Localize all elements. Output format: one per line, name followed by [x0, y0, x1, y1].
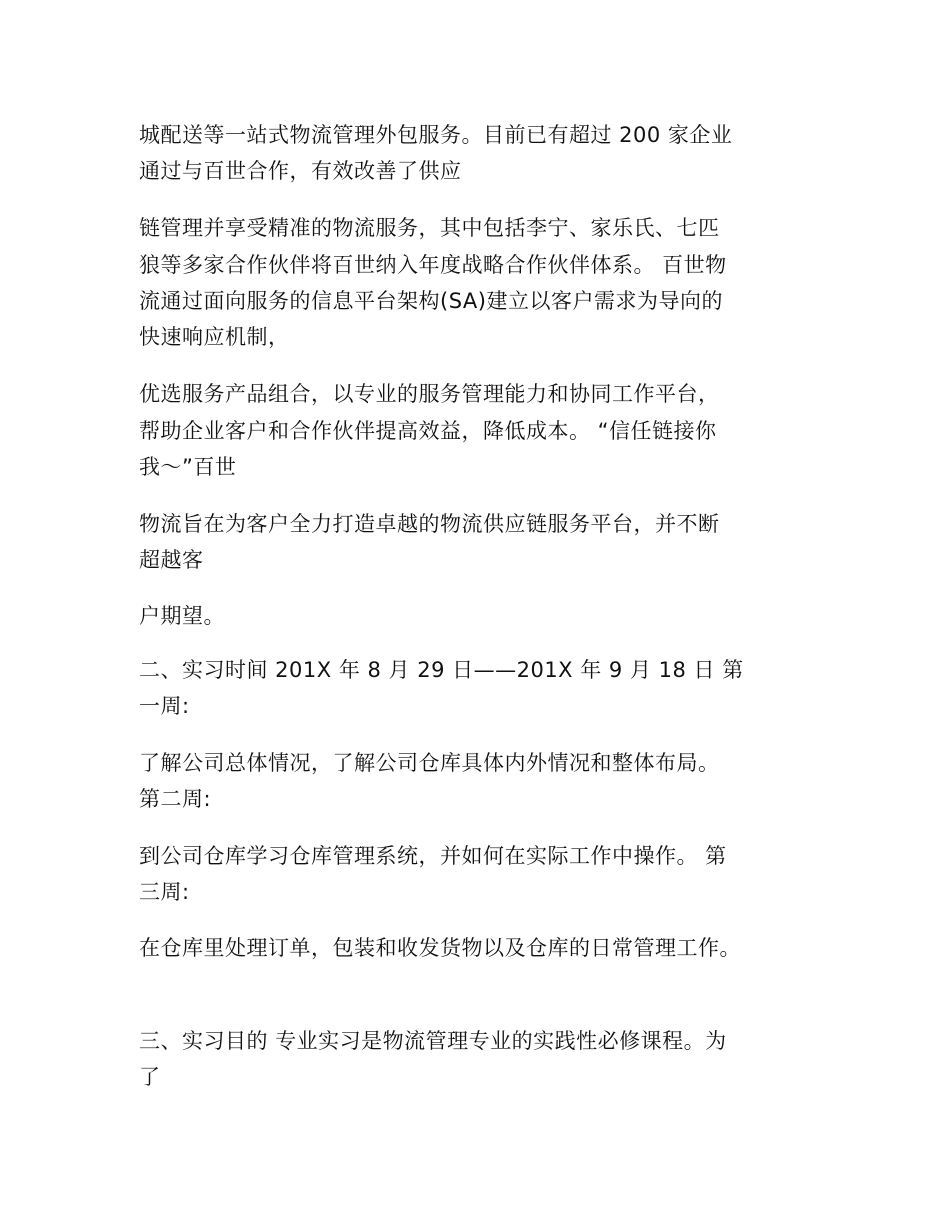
text-line: 我～”百世 — [139, 455, 237, 479]
text-line: 了解公司总体情况，了解公司仓库具体内外情况和整体布局。 — [139, 751, 720, 775]
text-line: 帮助企业客户和合作伙伴提高效益，降低成本。 “信任链接你 — [139, 419, 717, 443]
text-line: 链管理并享受精准的物流服务，其中包括李宁、家乐氏、七匹 — [139, 216, 720, 240]
section-heading-line: 二、实习时间 201X 年 8 月 29 日——201X 年 9 月 18 日 第 — [139, 658, 744, 682]
text-line: 超越客 — [139, 548, 204, 572]
text-line: 城配送等一站式物流管理外包服务。目前已有超过 200 家企业 — [139, 123, 733, 147]
section-heading-line: 三、实习目的 专业实习是物流管理专业的实践性必修课程。为 — [139, 1029, 727, 1053]
text-line: 了 — [139, 1065, 161, 1089]
text-line: 通过与百世合作，有效改善了供应 — [139, 159, 462, 183]
text-line: 到公司仓库学习仓库管理系统，并如何在实际工作中操作。 第 — [139, 844, 727, 868]
text-line: 在仓库里处理订单，包装和收发货物以及仓库的日常管理工作。 — [139, 936, 741, 960]
text-line: 狼等多家合作伙伴将百世纳入年度战略合作伙伴体系。 百世物 — [139, 253, 727, 277]
text-line: 流通过面向服务的信息平台架构(SA)建立以客户需求为导向的 — [139, 289, 723, 313]
text-line: 三周: — [139, 880, 190, 904]
text-line: 优选服务产品组合，以专业的服务管理能力和协同工作平台， — [139, 382, 720, 406]
text-line: 物流旨在为客户全力打造卓越的物流供应链服务平台，并不断 — [139, 512, 720, 536]
text-line: 户期望。 — [139, 604, 225, 628]
text-line: 一周: — [139, 694, 190, 718]
text-line: 快速响应机制， — [139, 325, 290, 349]
text-line: 第二周: — [139, 787, 212, 811]
